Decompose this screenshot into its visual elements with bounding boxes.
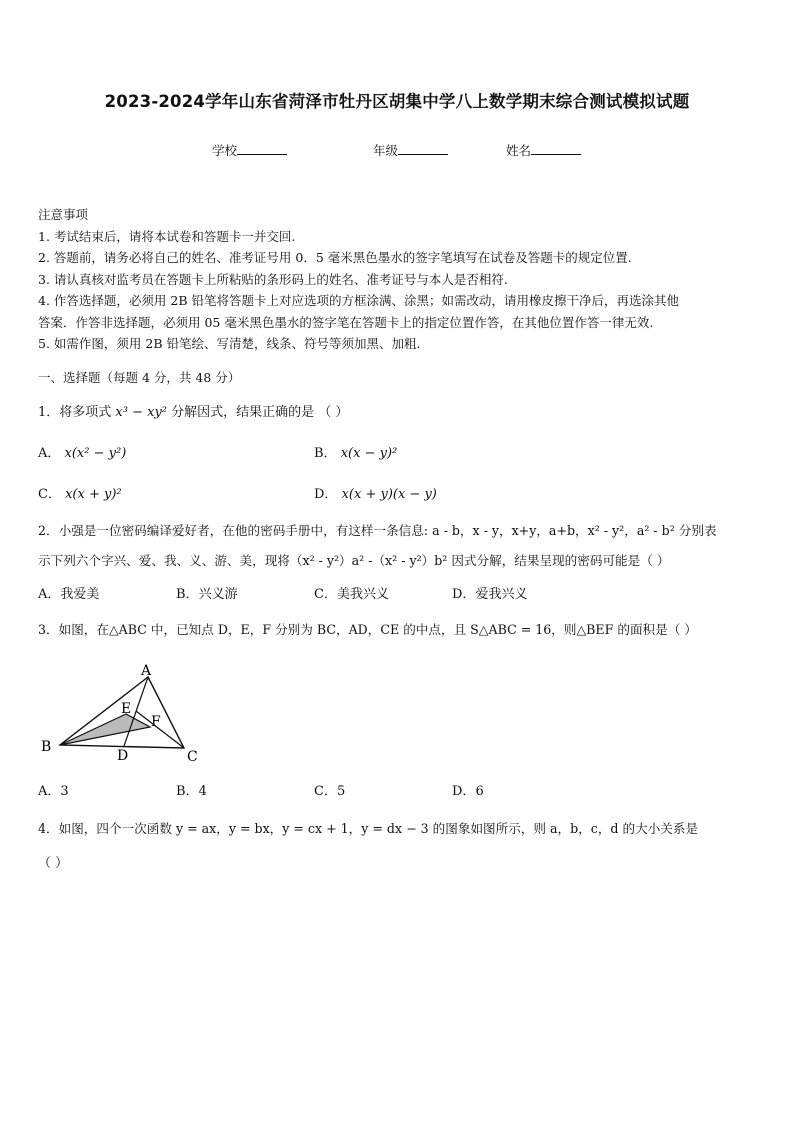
- section-heading: 一、选择题（每题 4 分，共 48 分）: [38, 370, 241, 385]
- triangle-figure: [38, 660, 208, 770]
- question-4-line-1: 4．如图，四个一次函数 y = ax，y = bx，y = cx + 1，y = dx − 3 的图象如图所示，则 a，b，c，d 的大小关系是: [38, 821, 699, 836]
- shaded-triangle-bef: [60, 714, 150, 745]
- q3-option-d: D．6: [452, 784, 484, 799]
- question-4-line-2: （ ）: [38, 856, 69, 871]
- q2-option-d: D．爱我兴义: [452, 587, 528, 602]
- note-item: 4. 作答选择题，必须用 2B 铅笔将答题卡上对应选项的方框涂满、涂黑；如需改动，请用橡皮擦干净后，再选涂其他: [38, 293, 679, 308]
- page-title: 2023-2024学年山东省菏泽市牡丹区胡集中学八上数学期末综合测试模拟试题: [104, 92, 690, 111]
- q1-text-a: 1．将多项式: [38, 405, 116, 420]
- q3-option-a: A．3: [38, 784, 69, 799]
- grade-field: [373, 141, 448, 159]
- q2-option-c: C．美我兴义: [314, 587, 389, 602]
- label-e: E: [121, 701, 132, 717]
- question-2-line-2: 示下列六个字兴、爱、我、义、游、美，现将（x² - y²）a² -（x² - y²）b² 因式分解，结果呈现的密码可能是（ ）: [38, 553, 670, 568]
- q1-expression: x³ − xy²: [115, 405, 167, 420]
- name-blank: [531, 142, 581, 155]
- q1-text-b: 分解因式，结果正确的是 （ ）: [167, 405, 349, 420]
- note-item: 答案．作答非选择题，必须用 05 毫米黑色墨水的签字笔在答题卡上的指定位置作答，在其他位置作答一律无效.: [38, 314, 654, 330]
- q1-option-c: C． x(x + y)²: [38, 487, 122, 502]
- note-item: 2. 答题前，请务必将自己的姓名、准考证号用 0．5 毫米黑色墨水的签字笔填写在试卷及答题卡的规定位置.: [38, 250, 632, 265]
- name-field: [506, 141, 581, 159]
- name-label: 姓名: [506, 143, 532, 158]
- note-item: 3. 请认真核对监考员在答题卡上所粘贴的条形码上的姓名、准考证号与本人是否相符.: [38, 271, 508, 287]
- note-item: 1. 考试结束后，请将本试卷和答题卡一并交回.: [38, 228, 296, 244]
- notes-block: [38, 204, 758, 355]
- q3-option-c: C．5: [314, 784, 346, 799]
- q1-option-b: B． x(x − y)²: [314, 446, 398, 461]
- label-f: F: [151, 714, 161, 730]
- label-b: B: [41, 739, 52, 755]
- q2-option-b: B．兴义游: [176, 587, 238, 602]
- q2-option-a: A．我爱美: [38, 587, 100, 602]
- school-field: [212, 141, 287, 159]
- label-d: D: [117, 748, 129, 764]
- grade-blank: [398, 142, 448, 155]
- label-c: C: [187, 749, 198, 765]
- q3-option-b: B．4: [176, 784, 207, 799]
- school-blank: [237, 142, 287, 155]
- grade-label: 年级: [373, 143, 399, 158]
- note-item: 5. 如需作图，须用 2B 铅笔绘、写清楚，线条、符号等须加黑、加粗.: [38, 336, 421, 351]
- question-1: [38, 401, 348, 420]
- school-label: 学校: [212, 143, 238, 158]
- question-2-line-1: 2．小强是一位密码编译爱好者，在他的密码手册中，有这样一条信息: a - b，x - y，x+y，a+b，x² - y²，a² - b² 分别表: [38, 523, 717, 538]
- q1-option-a: A． x(x² − y²): [38, 446, 127, 461]
- question-3: 3．如图，在△ABC 中，已知点 D，E，F 分别为 BC，AD，CE 的中点，且 S△ABC = 16，则△BEF 的面积是（ ）: [38, 622, 697, 637]
- q1-option-d: D． x(x + y)(x − y): [314, 487, 437, 502]
- notes-heading: 注意事项: [38, 207, 89, 222]
- label-a: A: [141, 663, 152, 679]
